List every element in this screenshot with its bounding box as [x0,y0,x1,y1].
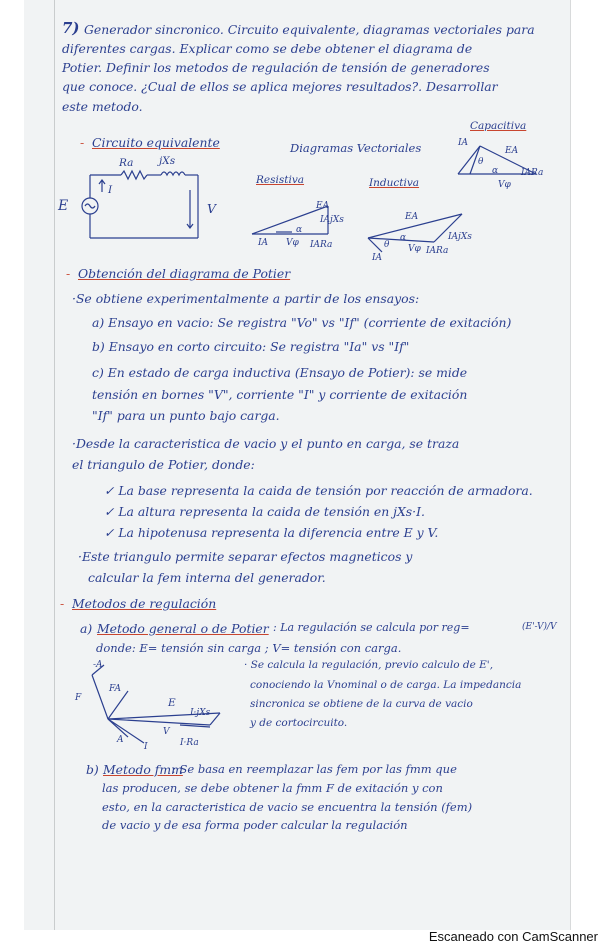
question-line: este metodo. [62,99,143,114]
fmm-i: I [144,742,148,752]
triangle-point: ✓ La base representa la caida de tensión por reacción de armadora. [104,483,533,498]
potier-test: c) En estado de carga inductiva (Ensayo de Potier): se mide [92,365,468,380]
method-a-formula: (E'-V)/V [522,622,557,632]
method-a-definitions: donde: E= tensión sin carga ; V= tensión con carga. [96,641,402,655]
emf-label: E [58,198,69,214]
potier-test: tensión en bornes "V", corriente "I" y corriente de exitación [92,387,468,402]
cap-ea: EA [505,146,519,156]
triangle-intro: el triangulo de Potier, donde: [72,457,255,472]
page-margin-line [54,0,55,930]
jxs-label: jXs [159,155,176,167]
triangle-point: ✓ La altura representa la caida de tensión en jXs·I. [104,504,425,519]
method-a-note: sincronica se obtiene de la curva de vacio [250,698,473,710]
fmm-v: V [163,727,170,737]
cap-vphi: Vφ [498,180,511,190]
inductive-label: Inductiva [369,177,420,189]
res-vphi: Vφ [286,238,299,248]
current-label: I [108,184,113,196]
method-b-marker: b) [86,762,99,777]
voltage-label: V [207,201,216,216]
ind-vphi: Vφ [408,244,421,254]
triangle-point: ✓ La hipotenusa representa la diferencia entre E y V. [104,525,439,540]
method-a-note: y de cortocircuito. [250,717,348,729]
potier-intro: ·Se obtiene experimentalmente a partir de los ensayos: [72,291,420,306]
res-iara: IARa [310,240,333,250]
heading-dash: - [66,266,71,281]
potier-test: b) Ensayo en corto circuito: Se registra "Ia" vs "If" [92,339,410,354]
fmm-fa: FA [109,684,121,694]
ra-label: Ra [119,157,134,169]
fmm-ijxs: I·jXs [190,708,211,718]
method-b-line: de vacio y de esa forma poder calcular la regulación [102,818,408,832]
fmm-ira: I·Ra [180,738,199,748]
fmm-minus-a: -A [93,660,103,670]
potier-test: a) Ensayo en vacio: Se registra "Vo" vs "If" (corriente de exitación) [92,315,512,330]
cap-iara: IARa [521,168,544,178]
cap-alpha: α [492,166,499,176]
method-b-title: Metodo fmm [103,762,183,777]
ind-alpha: α [400,233,407,243]
vector-diagrams-heading: Diagramas Vectoriales [290,141,422,155]
triangle-intro: ·Desde la caracteristica de vacio y el punto en carga, se traza [72,436,460,451]
potier-test: "If" para un punto bajo carga. [92,408,280,423]
cap-ia: IA [458,138,469,148]
ind-theta: θ [384,240,390,250]
heading-dash: - [60,596,65,611]
method-a-note: conociendo la Vnominal o de carga. La impedancia [250,679,522,691]
method-b-line: esto, en la caracteristica de vacio se encuentra la tensión (fem) [102,800,473,814]
question-line: Generador sincronico. Circuito equivalente, diagramas vectoriales para [84,22,535,37]
ind-jxsia: IAjXs [448,232,472,242]
method-b-line: las producen, se debe obtener la fmm F de exitación y con [102,781,443,795]
question-line: que conoce. ¿Cual de ellos se aplica mejores resultados?. Desarrollar [62,79,498,94]
method-b-line: : Se basa en reemplazar las fem por las fmm que [172,762,457,776]
question-line: Potier. Definir los metodos de regulación de tensión de generadores [62,60,490,75]
res-jxsia: IAjXs [320,215,344,225]
res-ea: EA [316,201,330,211]
method-a-title: Metodo general o de Potier [97,621,269,636]
scanner-watermark: Escaneado con CamScanner [428,929,598,944]
equivalent-circuit [58,150,218,245]
circuit-heading: Circuito equivalente [92,135,220,150]
capacitive-label: Capacitiva [470,120,527,132]
question-line: diferentes cargas. Explicar como se debe obtener el diagrama de [62,41,473,56]
heading-dash: - [80,135,85,150]
potier-conclusion: ·Este triangulo permite separar efectos magneticos y [78,549,413,564]
potier-heading: Obtención del diagrama de Potier [78,266,291,281]
potier-conclusion: calcular la fem interna del generador. [88,570,326,585]
fmm-e: E [168,697,176,709]
fmm-a: A [117,735,124,745]
res-alpha: α [296,225,303,235]
ind-iara: IARa [426,246,449,256]
res-ia: IA [258,238,269,248]
fmm-f: F [75,693,82,703]
method-a-text: : La regulación se calcula por reg= [273,621,470,634]
ind-ia: IA [372,253,383,263]
resistive-label: Resistiva [256,174,305,186]
potier-phasor-sketch [70,655,250,755]
cap-theta: θ [478,157,484,167]
regulation-heading: Metodos de regulación [72,596,217,611]
method-a-marker: a) [80,621,93,636]
question-number: 7) [62,19,80,37]
method-a-note: · Se calcula la regulación, previo calculo de E', [244,659,494,671]
ind-ea: EA [405,212,419,222]
